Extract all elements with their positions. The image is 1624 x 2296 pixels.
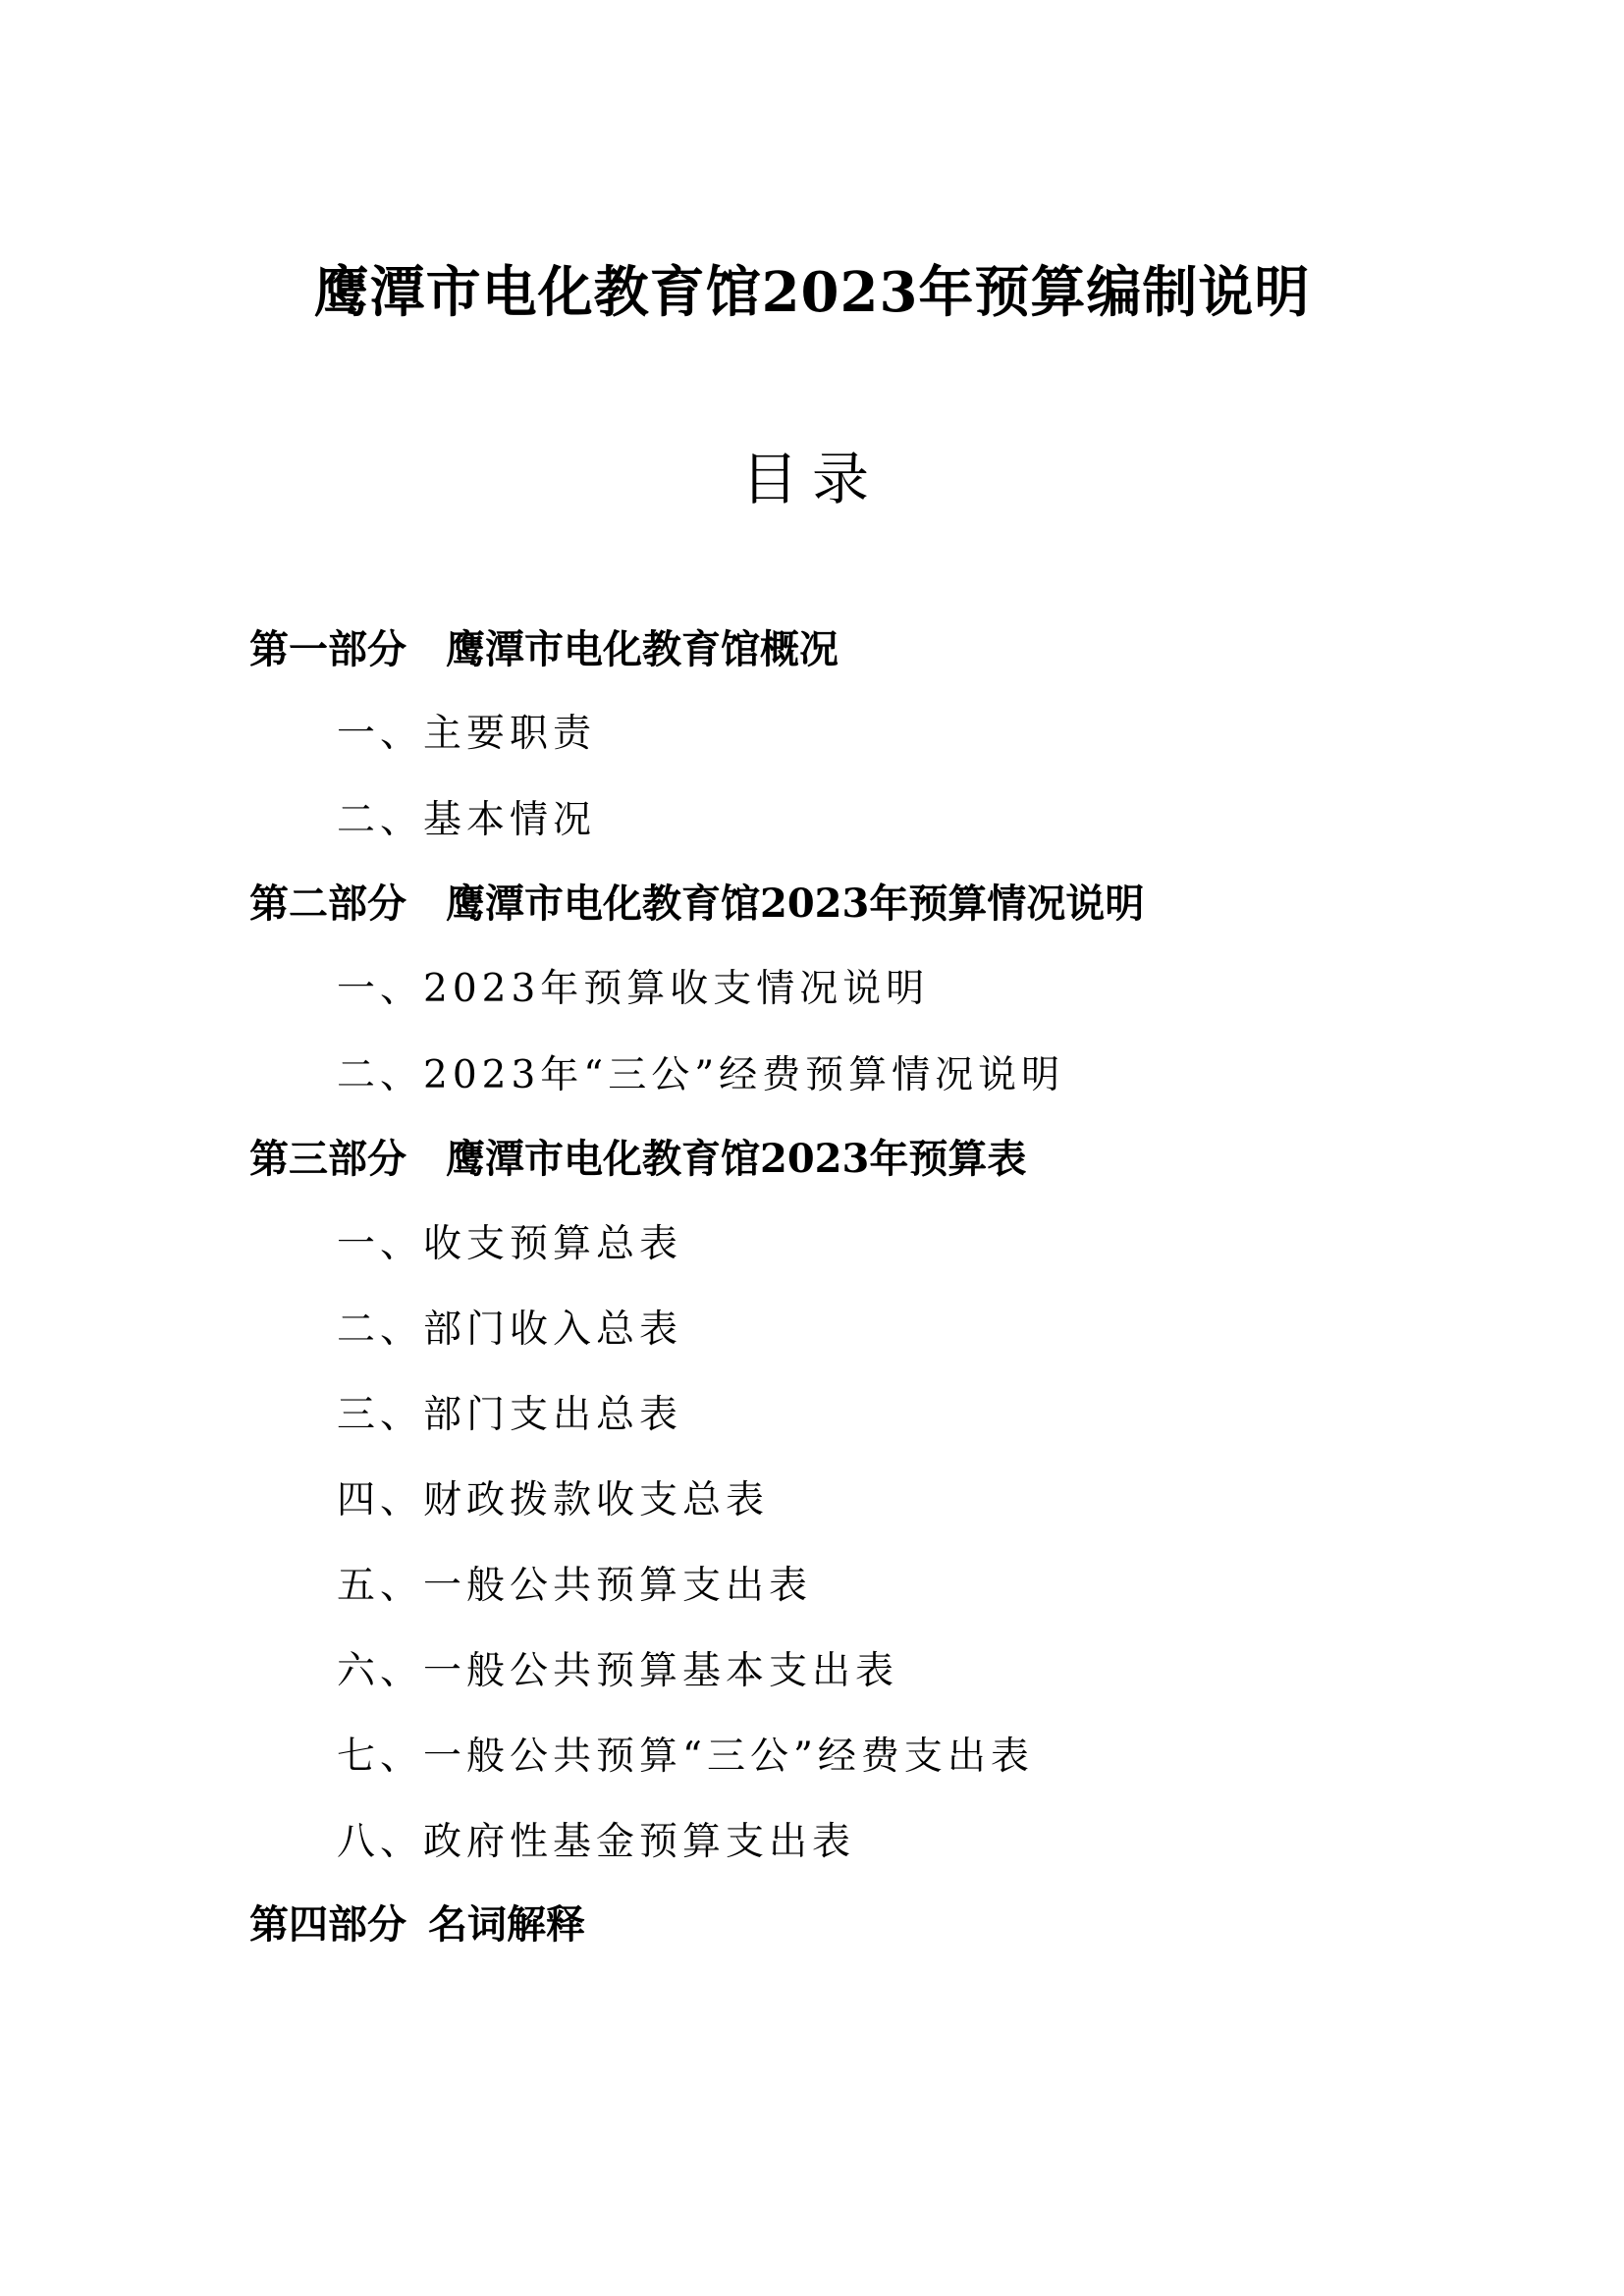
toc-item-table-5[interactable]: 五、一般公共预算支出表 [337,1564,813,1608]
toc-item-main-duties[interactable]: 一、主要职责 [337,712,597,756]
toc-part-2[interactable] [249,875,1144,934]
toc-item-table-3[interactable]: 三、部门支出总表 [337,1393,683,1437]
toc-part-title: 鹰潭市电化教育馆概况 [446,626,839,672]
toc-part-label: 第三部分 [249,1136,406,1182]
toc-item-budget-income-expense[interactable]: 一、2023年预算收支情况说明 [337,967,930,1011]
toc-part-label: 第一部分 [249,626,406,672]
toc-part-1[interactable] [249,620,839,679]
toc-part-title: 鹰潭市电化教育馆2023年预算表 [446,1136,1027,1182]
toc-part-3[interactable] [249,1130,1026,1189]
toc-item-table-4[interactable]: 四、财政拨款收支总表 [337,1478,770,1522]
toc-heading: 目录 [740,446,883,512]
toc-part-label: 第二部分 [249,881,406,927]
toc-part-title: 鹰潭市电化教育馆2023年预算情况说明 [446,881,1145,927]
toc-item-table-7[interactable]: 七、一般公共预算“三公”经费支出表 [337,1735,1034,1779]
toc-item-table-6[interactable]: 六、一般公共预算基本支出表 [337,1649,899,1693]
toc-item-table-2[interactable]: 二、部门收入总表 [337,1308,683,1352]
toc-part-title: 名词解释 [428,1901,585,1948]
toc-item-table-8[interactable]: 八、政府性基金预算支出表 [337,1820,856,1864]
toc-item-basic-situation[interactable]: 二、基本情况 [337,798,597,842]
toc-item-table-1[interactable]: 一、收支预算总表 [337,1222,683,1266]
toc-part-label: 第四部分 [249,1901,406,1948]
document-title: 鹰潭市电化教育馆2023年预算编制说明 [313,260,1311,325]
toc-item-three-public-expenses[interactable]: 二、2023年“三公”经费预算情况说明 [337,1053,1065,1097]
toc-part-4[interactable] [249,1896,585,1954]
